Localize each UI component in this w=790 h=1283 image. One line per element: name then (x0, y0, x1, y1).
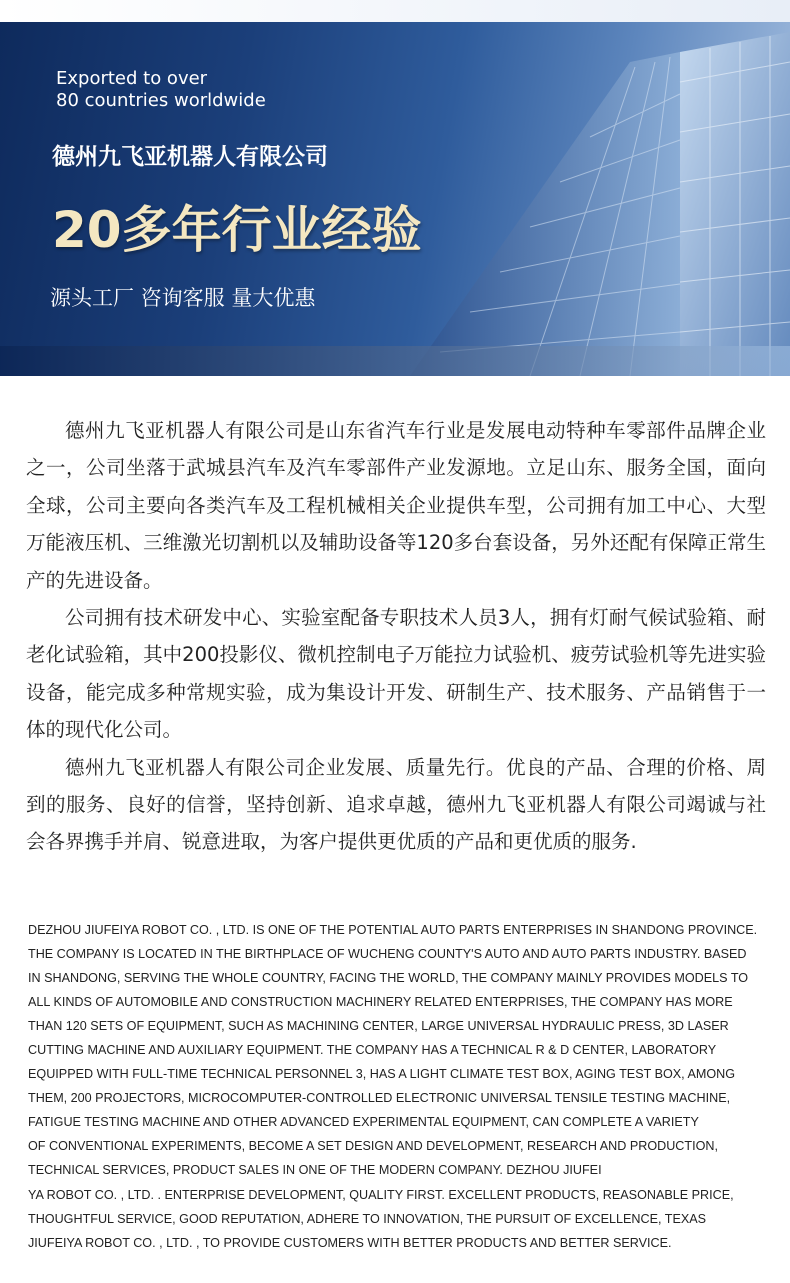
english-line: YA ROBOT CO. , LTD. . ENTERPRISE DEVELOPMENT, QUALITY FIRST. EXCELLENT PRODUCTS, REASONABLE PRICE, (28, 1187, 734, 1202)
english-line: OF CONVENTIONAL EXPERIMENTS, BECOME A SET DESIGN AND DEVELOPMENT, RESEARCH AND PRODUCTION, (28, 1139, 718, 1154)
english-line: THEM, 200 PROJECTORS, MICROCOMPUTER-CONTROLLED ELECTRONIC UNIVERSAL TENSILE TESTING MACHINE, (28, 1091, 731, 1106)
english-introduction (28, 918, 773, 1255)
intro-paragraph: 德州九飞亚机器人有限公司是山东省汽车行业是发展电动特种车零部件品牌企业之一，公司坐落于武城县汽车及汽车零部件产业发源地。立足山东、服务全国，面向全球，公司主要向各类汽车及工程机械相关企业提供车型，公司拥有加工中心、大型万能液压机、三维激光切割机以及辅助设备等120多台套设备，另外还配有保障正常生产的先进设备。 (26, 419, 766, 592)
english-line: TECHNICAL SERVICES, PRODUCT SALES IN ONE OF THE MODERN COMPANY. DEZHOU JIUFEI (28, 1163, 602, 1178)
english-line: THAN 120 SETS OF EQUIPMENT, SUCH AS MACHINING CENTER, LARGE UNIVERSAL HYDRAULIC PRESS, 3D LASER (28, 1019, 729, 1034)
hero-banner (0, 0, 790, 376)
export-tagline-line-1: Exported to over (56, 68, 208, 89)
export-tagline-line-2: 80 countries worldwide (56, 90, 266, 111)
office-building-image (380, 22, 790, 376)
export-tagline (56, 68, 356, 112)
banner-top-strip (0, 0, 790, 22)
english-line: THE COMPANY IS LOCATED IN THE BIRTHPLACE OF WUCHENG COUNTY'S AUTO AND AUTO PARTS INDUSTRY. BASED (28, 947, 747, 962)
intro-paragraph: 德州九飞亚机器人有限公司企业发展、质量先行。优良的产品、合理的价格、周到的服务、良好的信誉，坚持创新、追求卓越，德州九飞亚机器人有限公司竭诚与社会各界携手并肩、锐意进取，为客户提供更优质的产品和更优质的服务. (26, 755, 766, 854)
banner-bottom-band (0, 346, 790, 376)
english-line: IN SHANDONG, SERVING THE WHOLE COUNTRY, FACING THE WORLD, THE COMPANY MAINLY PROVIDES MODELS TO (28, 971, 749, 986)
english-line: EQUIPPED WITH FULL-TIME TECHNICAL PERSONNEL 3, HAS A LIGHT CLIMATE TEST BOX, AGING TEST BOX, AMONG (28, 1067, 736, 1082)
slogan: 源头工厂 咨询客服 量大优惠 (50, 286, 316, 310)
chinese-introduction (26, 412, 766, 861)
english-line: FATIGUE TESTING MACHINE AND OTHER ADVANCED EXPERIMENTAL EQUIPMENT, CAN COMPLETE A VARIETY (28, 1115, 699, 1130)
intro-paragraph: 公司拥有技术研发中心、实验室配备专职技术人员3人，拥有灯耐气候试验箱、耐老化试验箱，其中200投影仪、微机控制电子万能拉力试验机、疲劳试验机等先进实验设备，能完成多种常规实验，成为集设计开发、研制生产、技术服务、产品销售于一体的现代化公司。 (26, 606, 766, 742)
company-name: 德州九飞亚机器人有限公司 (52, 144, 328, 170)
english-line: DEZHOU JIUFEIYA ROBOT CO. , LTD. IS ONE OF THE POTENTIAL AUTO PARTS ENTERPRISES IN SHANDONG PROVINCE. (28, 923, 758, 937)
experience-headline: 20多年行业经验 (52, 201, 422, 259)
english-line: ALL KINDS OF AUTOMOBILE AND CONSTRUCTION MACHINERY RELATED ENTERPRISES, THE COMPANY HAS MORE (28, 995, 733, 1010)
english-line: THOUGHTFUL SERVICE, GOOD REPUTATION, ADHERE TO INNOVATION, THE PURSUIT OF EXCELLENCE, TEXAS (28, 1211, 707, 1226)
english-line: JIUFEIYA ROBOT CO. , LTD. , TO PROVIDE CUSTOMERS WITH BETTER PRODUCTS AND BETTER SERVICE. (28, 1235, 672, 1250)
english-line: CUTTING MACHINE AND AUXILIARY EQUIPMENT. THE COMPANY HAS A TECHNICAL R & D CENTER, LABORATORY (28, 1043, 717, 1058)
